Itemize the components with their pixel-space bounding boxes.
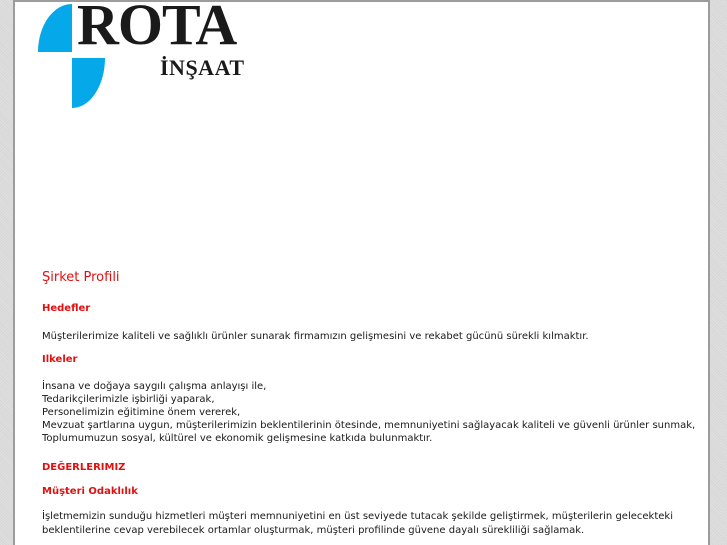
ilkeler-line: Tedarikçilerimizle işbirliği yaparak, xyxy=(42,394,215,405)
hedefler-text: Müşterilerimize kaliteli ve sağlıklı ürünler sunarak firmamızın gelişmesini ve rekabet gücünü sürekli kılmaktır. xyxy=(42,331,589,342)
musteri-odaklilik-line: beklentilerine cevap verebilecek ortamlar oluşturmak, müşteri profilinde güvene dayalı sürekliliği sağlamak. xyxy=(42,525,585,536)
heading-ilkeler: Ilkeler xyxy=(42,354,78,365)
heading-degerlerimiz: DEĞERLERIMIZ xyxy=(42,462,126,473)
ilkeler-line: Toplumumuzun sosyal, kültürel ve ekonomik gelişmesine katkıda bulunmaktır. xyxy=(42,433,433,444)
logo-blue-shape-bottom xyxy=(72,58,105,108)
ilkeler-line: İnsana ve doğaya saygılı çalışma anlayışı ile, xyxy=(42,381,267,392)
ilkeler-line: Personelimizin eğitimine önem vererek, xyxy=(42,407,241,418)
page-container xyxy=(13,0,710,545)
musteri-odaklilik-line: İşletmemizin sunduğu hizmetleri müşteri memnuniyetini en üst seviyede tutacak şekilde geliştirmek, müşterilerin gelecekteki xyxy=(42,511,673,522)
page-title: Şirket Profili xyxy=(42,270,120,285)
rota-insaat-logo[interactable] xyxy=(37,2,267,112)
ilkeler-line: Mevzuat şartlarına uygun, müşterilerimizin beklentilerinin ötesinde, memnuniyetini sağlayacak kaliteli ve güvenli ürünler sunmak, xyxy=(42,420,696,431)
logo-subtitle-text: İNŞAAT xyxy=(160,55,245,80)
logo-blue-shape-top xyxy=(38,4,72,52)
heading-hedefler: Hedefler xyxy=(42,303,91,314)
logo-brand-text: ROTA xyxy=(77,0,237,57)
heading-musteri-odaklilik: Müşteri Odaklılık xyxy=(42,486,138,497)
